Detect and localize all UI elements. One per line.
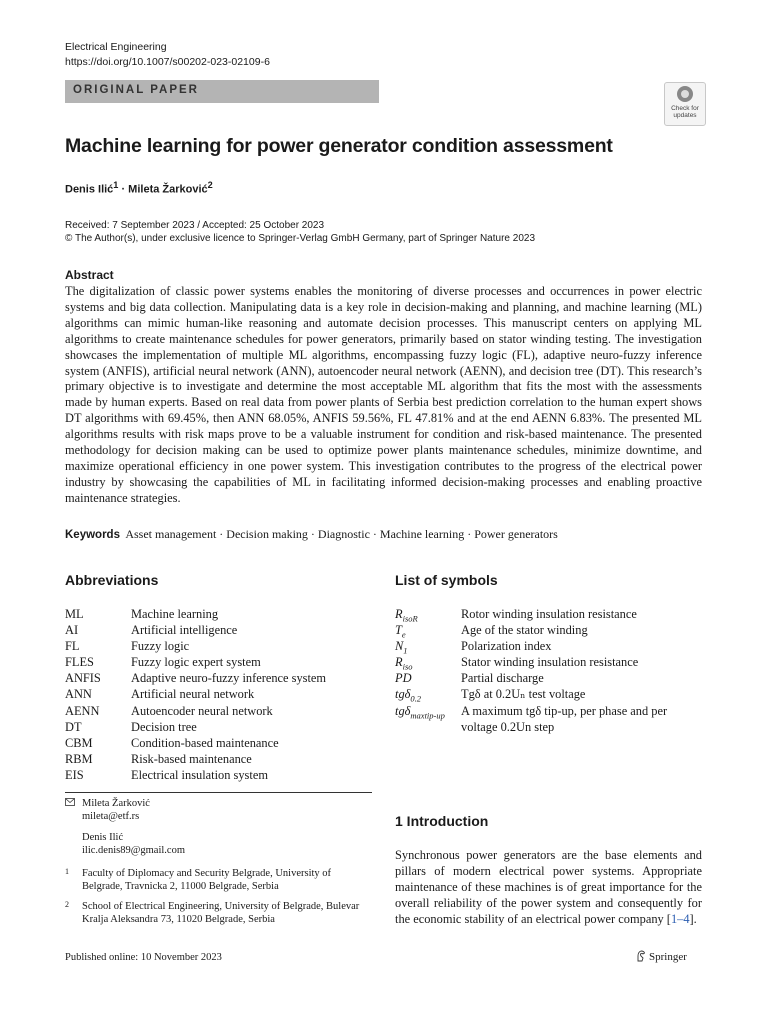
abbreviation-row	[65, 767, 375, 783]
symbol-main: tgδ	[395, 687, 411, 702]
symbol-row	[395, 622, 705, 638]
abstract-text: The digitalization of classic power systems enables the monitoring of diverse processes and occurrences in power electric systems and big data collection. Manipulating data is a key role in decision-making and planning, and machine learning (ML) algorithms can mimic human-like reasoning and automate decision processes. This manuscript centers on applying ML algorithms to create maintenance schedules for power generators, primarily based on stator winding testing. The investigation showcases the implementation of multiple ML algorithms, encompassing fuzzy logic (FL), adaptive neuro-fuzzy inference system (ANFIS), artificial neural network (ANN), autoencoder neural network (AENN), and decision tree (DT). This research’s primary objective is to investigate and determine the most acceptable ML algorithm that fits the most with the assessments made by human experts. Based on real data from power plants of Serbia best prediction correlation to the human expert shows DT algorithms with 69.45%, then ANN 68.05%, ANFIS 59.56%, FL 47.81% and at the end AENN 6.83%. The presented ML algorithms results with risk maps prove to be a valuable instrument for condition and risk-based maintenance. The presented methodology for decision making can be used to optimize power plants maintenance schedules, minimize downtime, and maximize operational efficiency in one power system. This investigation contributes to the progress of the electrical power industry by showcasing the capabilities of ML in facilitating informed decision-making processes and enabling proactive maintenance strategies.	[65, 284, 702, 505]
abbreviation-row	[65, 606, 375, 622]
symbols-list	[395, 606, 705, 735]
abbreviation-term: CBM	[65, 735, 93, 750]
symbol-definition: Age of the stator winding	[461, 623, 588, 638]
symbol-main: PD	[395, 671, 412, 686]
symbol-term	[395, 703, 445, 724]
abbreviation-term: AENN	[65, 703, 100, 718]
citation-link[interactable]: 1–4	[670, 912, 690, 927]
keywords-line	[65, 527, 558, 542]
author-affiliation-mark: 1	[113, 180, 119, 190]
abbreviation-term: FLES	[65, 655, 94, 670]
abbreviation-definition: Autoencoder neural network	[131, 703, 273, 718]
abbreviation-definition: Decision tree	[131, 719, 197, 734]
symbol-main: tgδ	[395, 703, 411, 718]
symbol-definition: Polarization index	[461, 639, 552, 654]
abbreviation-row	[65, 719, 375, 735]
envelope-icon	[65, 798, 75, 806]
keywords-label: Keywords	[65, 529, 120, 541]
springer-horse-icon	[636, 950, 646, 962]
journal-name: Electrical Engineering	[65, 41, 167, 53]
article-type-label: ORIGINAL PAPER	[73, 84, 199, 96]
affiliation-number: 2	[65, 900, 69, 909]
introduction-paragraph-end: ].	[689, 912, 697, 927]
abbreviation-definition: Risk-based maintenance	[131, 751, 252, 766]
doi-link[interactable]: https://doi.org/10.1007/s00202-023-02109-6	[65, 56, 270, 68]
abbreviation-row	[65, 751, 375, 767]
abbreviation-row	[65, 670, 375, 686]
coauthor-name: Denis Ilić	[82, 832, 124, 843]
corresponding-author-name: Mileta Žarković	[82, 798, 150, 809]
abstract-heading: Abstract	[65, 268, 114, 282]
copyright-notice: © The Author(s), under exclusive licence to Springer-Verlag GmbH Germany, part of Springer Nature 2023	[65, 233, 535, 244]
symbol-row	[395, 638, 705, 654]
corresponding-author-email[interactable]: mileta@etf.rs	[82, 811, 140, 822]
abbreviation-definition: Fuzzy logic	[131, 639, 190, 654]
abbreviation-term: EIS	[65, 767, 84, 782]
keywords-list: Asset management · Decision making · Diagnostic · Machine learning · Power generators	[125, 527, 558, 541]
symbol-row	[395, 606, 705, 622]
check-for-updates-label: Check for updates	[671, 105, 699, 119]
affiliation-text: School of Electrical Engineering, University of Belgrade, Bulevar Kralja Aleksandra 73, 11020 Belgrade, Serbia	[82, 901, 360, 925]
symbol-subscript: 1	[403, 645, 408, 656]
symbol-subscript: iso	[402, 661, 413, 672]
author-line	[65, 180, 213, 196]
abbreviation-definition: Machine learning	[131, 607, 219, 621]
abbreviation-definition: Adaptive neuro-fuzzy inference system	[131, 671, 327, 686]
symbol-subscript: e	[401, 629, 406, 640]
abbreviations-heading: Abbreviations	[65, 572, 159, 588]
received-accepted-dates: Received: 7 September 2023 / Accepted: 25 October 2023	[65, 220, 325, 231]
abbreviation-row	[65, 703, 375, 719]
publisher-name: Springer	[649, 951, 687, 963]
symbol-definition: Stator winding insulation resistance	[461, 655, 639, 670]
crossmark-icon	[677, 86, 693, 102]
symbol-row	[395, 686, 705, 702]
symbol-definition: Tgδ at 0.2Uₙ test voltage	[461, 687, 586, 702]
abbreviation-row	[65, 735, 375, 751]
symbol-subscript: 0.2	[410, 693, 422, 704]
author-affiliation-mark: 2	[207, 180, 213, 190]
abbreviation-row	[65, 638, 375, 654]
publisher-logo	[636, 950, 687, 963]
affiliation-number: 1	[65, 867, 69, 876]
abbreviation-row	[65, 622, 375, 638]
symbol-row	[395, 654, 705, 670]
symbol-main: N	[395, 639, 404, 654]
abbreviation-row	[65, 686, 375, 702]
abbreviations-list	[65, 606, 375, 783]
symbol-main: T	[395, 623, 402, 638]
check-for-updates-badge[interactable]	[664, 82, 706, 126]
symbol-definition: A maximum tgδ tip-up, per phase and per voltage 0.2Un step	[461, 703, 668, 734]
paper-title: Machine learning for power generator condition assessment	[65, 135, 613, 157]
abbreviation-row	[65, 654, 375, 670]
abbreviation-definition: Artificial neural network	[131, 687, 255, 702]
abbreviation-term: DT	[65, 719, 82, 734]
abbreviation-definition: Artificial intelligence	[131, 623, 238, 638]
symbols-heading: List of symbols	[395, 572, 498, 588]
abbreviation-term: FL	[65, 639, 80, 654]
coauthor-email[interactable]: ilic.denis89@gmail.com	[82, 845, 185, 856]
author-separator: ·	[118, 183, 129, 196]
symbol-subscript: isoR	[402, 613, 418, 624]
symbol-main: R	[395, 607, 403, 621]
author-name[interactable]: Mileta Žarković	[128, 183, 208, 196]
abbreviation-definition: Condition-based maintenance	[131, 735, 279, 750]
symbol-row	[395, 670, 705, 686]
published-online-date: Published online: 10 November 2023	[65, 952, 222, 963]
abbreviation-definition: Electrical insulation system	[131, 767, 268, 782]
introduction-text	[395, 847, 702, 927]
abbreviation-term: RBM	[65, 751, 93, 766]
symbol-row	[395, 703, 705, 735]
symbol-subscript: maxtip-up	[410, 710, 445, 721]
abbreviation-term: ANN	[65, 687, 92, 702]
symbol-main: R	[395, 655, 403, 670]
symbol-definition: Rotor winding insulation resistance	[461, 607, 637, 621]
footnote-divider	[65, 792, 372, 793]
affiliation-text: Faculty of Diplomacy and Security Belgrade, University of Belgrade, Travnicka 2, 11000 Belgrade, Serbia	[82, 868, 332, 892]
abbreviation-definition: Fuzzy logic expert system	[131, 655, 261, 670]
abbreviation-term: ML	[65, 607, 84, 621]
introduction-paragraph: Synchronous power generators are the base elements and pillars of modern electrical power systems. Appropriate maintenance of these machines is of great importance for the overall reliability of the power system and consequently for the economic stability of an electrical power company [	[395, 848, 702, 927]
abbreviation-term: AI	[65, 623, 79, 638]
introduction-heading: 1 Introduction	[395, 813, 489, 829]
symbol-definition: Partial discharge	[461, 671, 544, 686]
author-name[interactable]: Denis Ilić	[65, 183, 114, 196]
abbreviation-term: ANFIS	[65, 671, 101, 686]
article-type-banner	[65, 80, 379, 103]
